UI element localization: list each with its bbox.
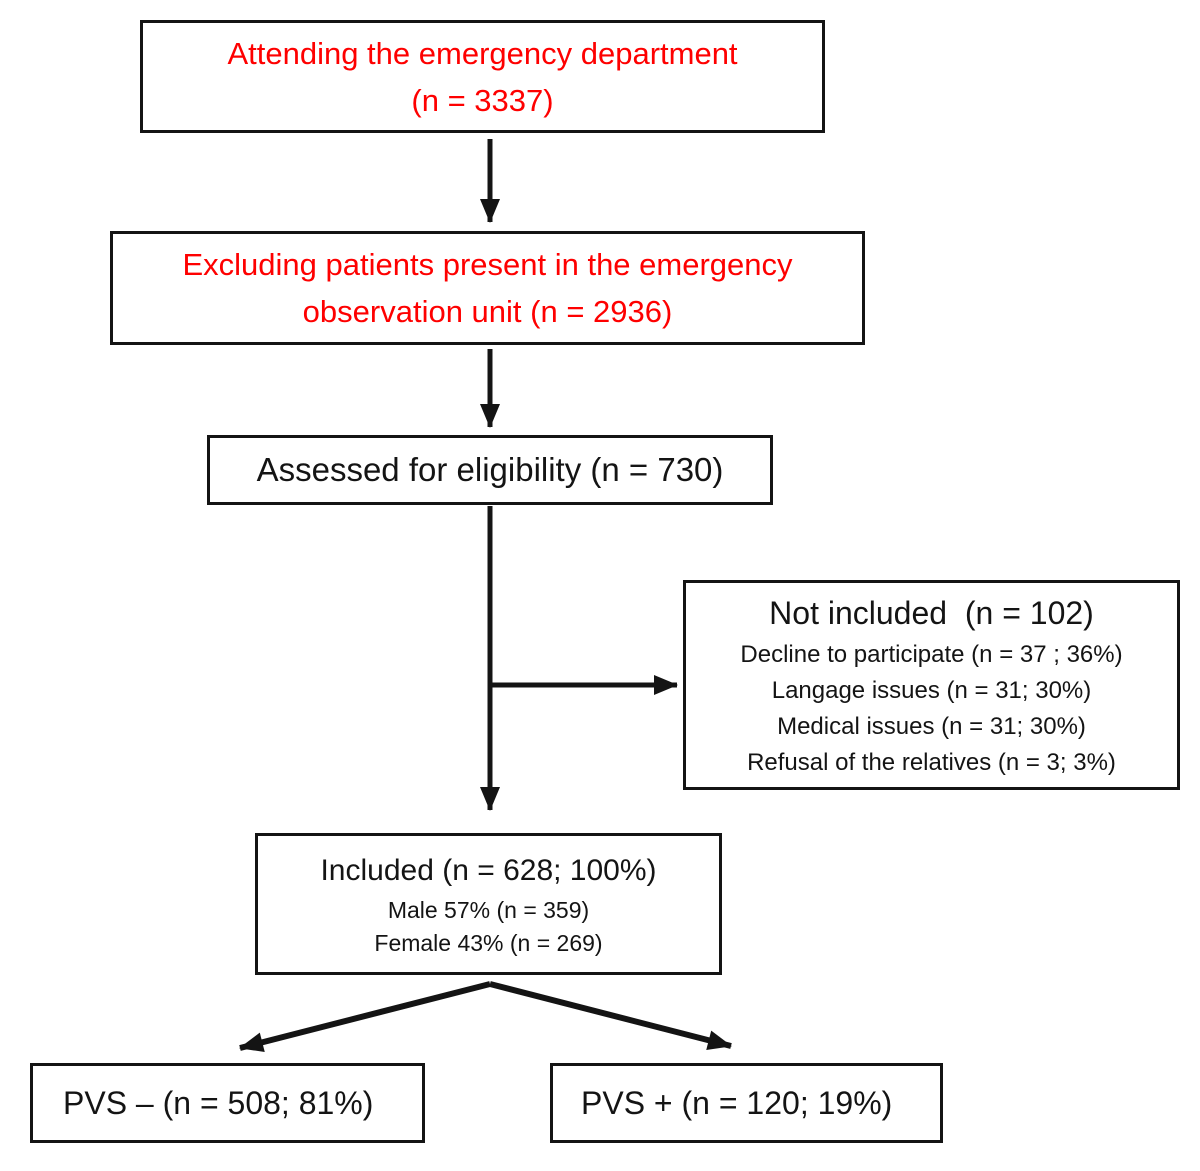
box-excluding-observation-unit [110, 231, 865, 345]
excluding-line-1: Excluding patients present in the emergency [182, 247, 793, 282]
attending-count: (n = 3337) [411, 82, 554, 118]
box-pvs-negative [30, 1063, 425, 1143]
pvs-negative-label: PVS – (n = 508; 81%) [63, 1084, 374, 1121]
box-assessed-for-eligibility [207, 435, 773, 505]
not-included-item-decline: Decline to participate (n = 37 ; 36%) [740, 641, 1123, 668]
box-attending-emergency-department [140, 20, 825, 133]
pvs-positive-label: PVS + (n = 120; 19%) [581, 1084, 893, 1121]
included-male: Male 57% (n = 359) [387, 897, 590, 923]
attending-line-1: Attending the emergency department [227, 35, 738, 71]
not-included-title: Not included (n = 102) [769, 595, 1094, 631]
box-pvs-positive [550, 1063, 943, 1143]
not-included-item-refusal: Refusal of the relatives (n = 3; 3%) [747, 749, 1116, 776]
arrow-included-to-pvs-negative [240, 984, 490, 1048]
not-included-item-medical: Medical issues (n = 31; 30%) [777, 713, 1086, 740]
box-included [255, 833, 722, 975]
excluding-line-2: observation unit (n = 2936) [302, 294, 673, 329]
not-included-item-language: Langage issues (n = 31; 30%) [771, 677, 1092, 704]
included-title: Included (n = 628; 100%) [320, 854, 657, 887]
included-female: Female 43% (n = 269) [374, 930, 603, 956]
arrow-included-to-pvs-positive [490, 984, 731, 1046]
assessed-label: Assessed for eligibility (n = 730) [256, 451, 724, 488]
box-not-included [683, 580, 1180, 790]
